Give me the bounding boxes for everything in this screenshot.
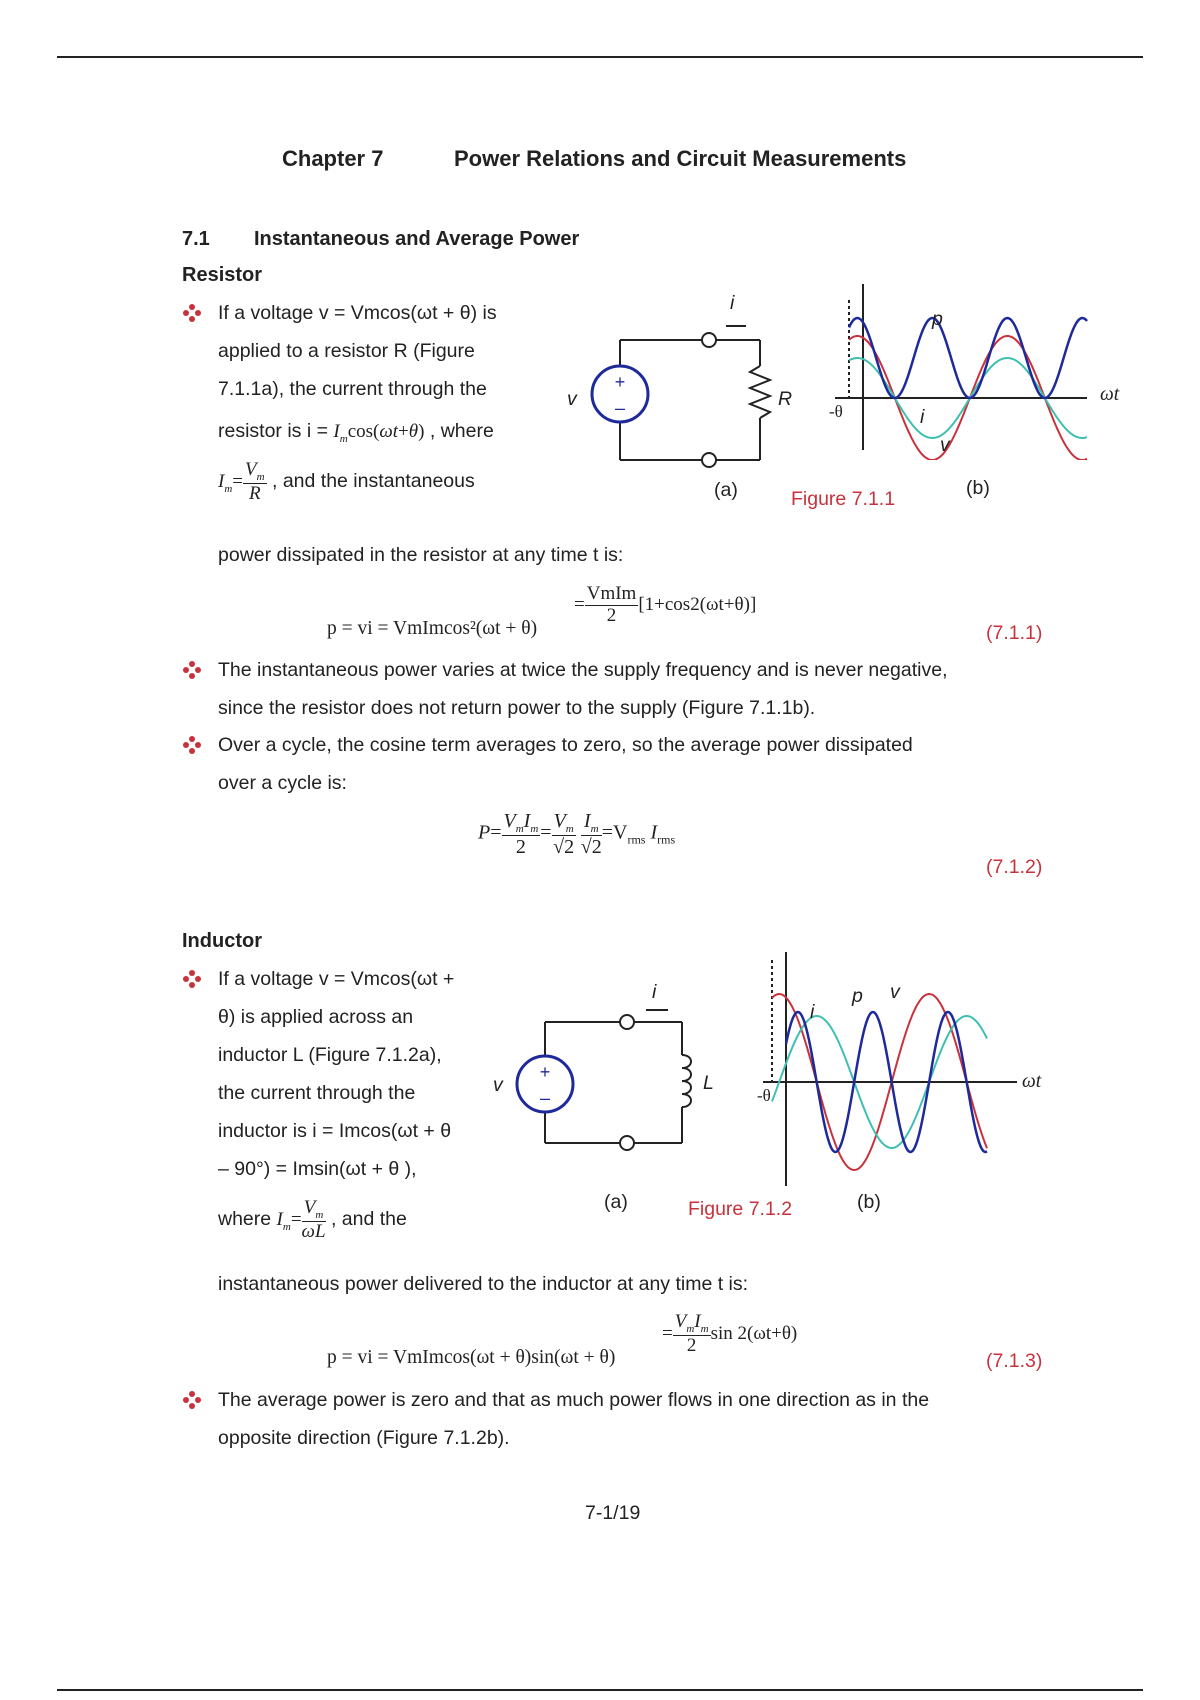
text-line [218,408,558,454]
text-line [218,1192,498,1246]
text-line: Over a cycle, the cosine term averages to zero, so the average power dissipated [218,734,913,756]
svg-text:–: – [614,398,626,418]
text-line: 7.1.1a), the current through the [218,378,487,400]
text-line: θ) is applied across an [218,1006,414,1028]
text-fragment: , and the instantaneous [271,470,475,492]
plot-axis-label: ωt [1022,1071,1042,1092]
chapter-label: Chapter 7 [282,146,384,171]
bullet-icon [183,1391,203,1411]
text-line: The average power is zero and that as much power flows in one direction as in the [218,1389,930,1411]
bullet-icon [183,304,203,324]
resistor-label: R [778,388,793,410]
bullet-icon [183,661,203,681]
text-fragment: , where [429,420,494,442]
text-line: inductor is i = Imcos(ωt + θ [218,1120,452,1142]
section-number: 7.1 [182,228,210,250]
current-label: i [730,292,735,314]
figure-label-a: (a) [604,1191,628,1213]
text-fragment: resistor is i = [218,420,328,442]
svg-text:+: + [539,1062,551,1082]
text-line: inductor L (Figure 7.1.2a), [218,1044,442,1066]
voltage-label: v [493,1074,503,1096]
eq-rest: sin 2(ωt+θ) [710,1322,798,1344]
inductor-label: L [703,1072,714,1094]
text-line: over a cycle is: [218,772,347,794]
equation-7-1-1-right: = $\frac{\text{VmIm}}{2}$ [1+cos2(ωt+θ)] [574,583,757,626]
equation-7-1-3-left: p = vi = VmImcos(ωt + θ)sin(ωt + θ) [327,1347,616,1368]
plot-v-label: v [890,981,900,1003]
plot-i-label: i [810,1001,815,1023]
plot-p-label: p [932,308,943,330]
figure-label-b: (b) [857,1191,881,1213]
plot-p-label: p [852,985,863,1007]
text-line: – 90°) = Imsin(ωt + θ ), [218,1158,417,1180]
bullet-icon [183,736,203,756]
equation-number: (7.1.1) [986,622,1043,644]
figure-caption: Figure 7.1.1 [791,488,896,510]
equation-number: (7.1.3) [986,1350,1043,1372]
text-line: The instantaneous power varies at twice the supply frequency and is never negative, [218,659,948,681]
plot-i-label: i [920,406,925,428]
section-title: Instantaneous and Average Power [254,228,580,250]
text-line: If a voltage v = Vmcos(ωt + [218,968,455,990]
text-line: the current through the [218,1082,416,1104]
inductor-bullet2 [218,1381,1098,1457]
text-line: instantaneous power delivered to the inductor at any time t is: [218,1273,749,1295]
figure-label-b: (b) [966,477,990,499]
text-line: since the resistor does not return power to the supply (Figure 7.1.1b). [218,697,816,719]
text-line [218,456,558,506]
bullet-icon [183,970,203,990]
resistor-heading: Resistor [182,264,263,286]
equation-7-1-3-right: = $\frac{V_mI_m}{2}$ sin 2(ωt+θ) [662,1311,798,1356]
resistor-bullet3 [218,726,1098,802]
resistor-waveform-plot [825,280,1095,460]
resistor-bullet2 [218,651,1098,727]
resistor-circuit-diagram [560,290,780,470]
inductor-heading: Inductor [182,930,262,952]
equation-7-1-1-left: p = vi = VmImcos²(ωt + θ) [327,618,538,639]
current-expression: $I_m\cos(\omega t+\theta)$ [333,421,425,445]
page-number: 7-1/19 [585,1502,641,1524]
equation-7-1-2: P= $\frac{V_mI_m}{2}$ = $\frac{V_m}{√2}$ $\frac{I_m}{√2}$ $=V_{rms}$ $I_{rms}$ [478,810,676,859]
bottom-rule [57,1689,1143,1691]
resistor-bullet1 [218,294,558,506]
plot-theta-label: -θ [757,1086,771,1105]
eq-denominator: 2 [606,604,617,626]
text-line: If a voltage v = Vmcos(ωt + θ) is [218,302,497,324]
eq-rest: [1+cos2(ωt+θ)] [638,593,757,615]
inductor-bullet1 [218,960,498,1246]
im-expression: $I_m=$ $\frac{V_m}{\omega L}$ [276,1197,326,1243]
plot-axis-label: ωt [1100,384,1120,405]
top-rule [57,56,1143,58]
voltage-label: v [567,388,577,410]
text-fragment: where [218,1208,272,1230]
svg-text:+: + [614,372,626,392]
text-fragment: , and the [330,1208,407,1230]
equation-number: (7.1.2) [986,856,1043,878]
chapter-title: Power Relations and Circuit Measurements [454,146,907,171]
figure-caption: Figure 7.1.2 [688,1198,793,1220]
text-line: power dissipated in the resistor at any time t is: [218,544,624,566]
im-expression: $I_m=$ $\frac{V_m}{R}$ [218,459,265,505]
svg-text:–: – [539,1088,551,1108]
eq-numerator: VmIm [586,583,637,604]
current-label: i [652,981,657,1003]
text-line: opposite direction (Figure 7.1.2b). [218,1427,510,1449]
plot-v-label: v [940,434,950,456]
figure-label-a: (a) [714,479,738,501]
inductor-circuit-diagram [500,980,720,1160]
plot-theta-label: -θ [829,402,843,421]
text-line: applied to a resistor R (Figure [218,340,475,362]
